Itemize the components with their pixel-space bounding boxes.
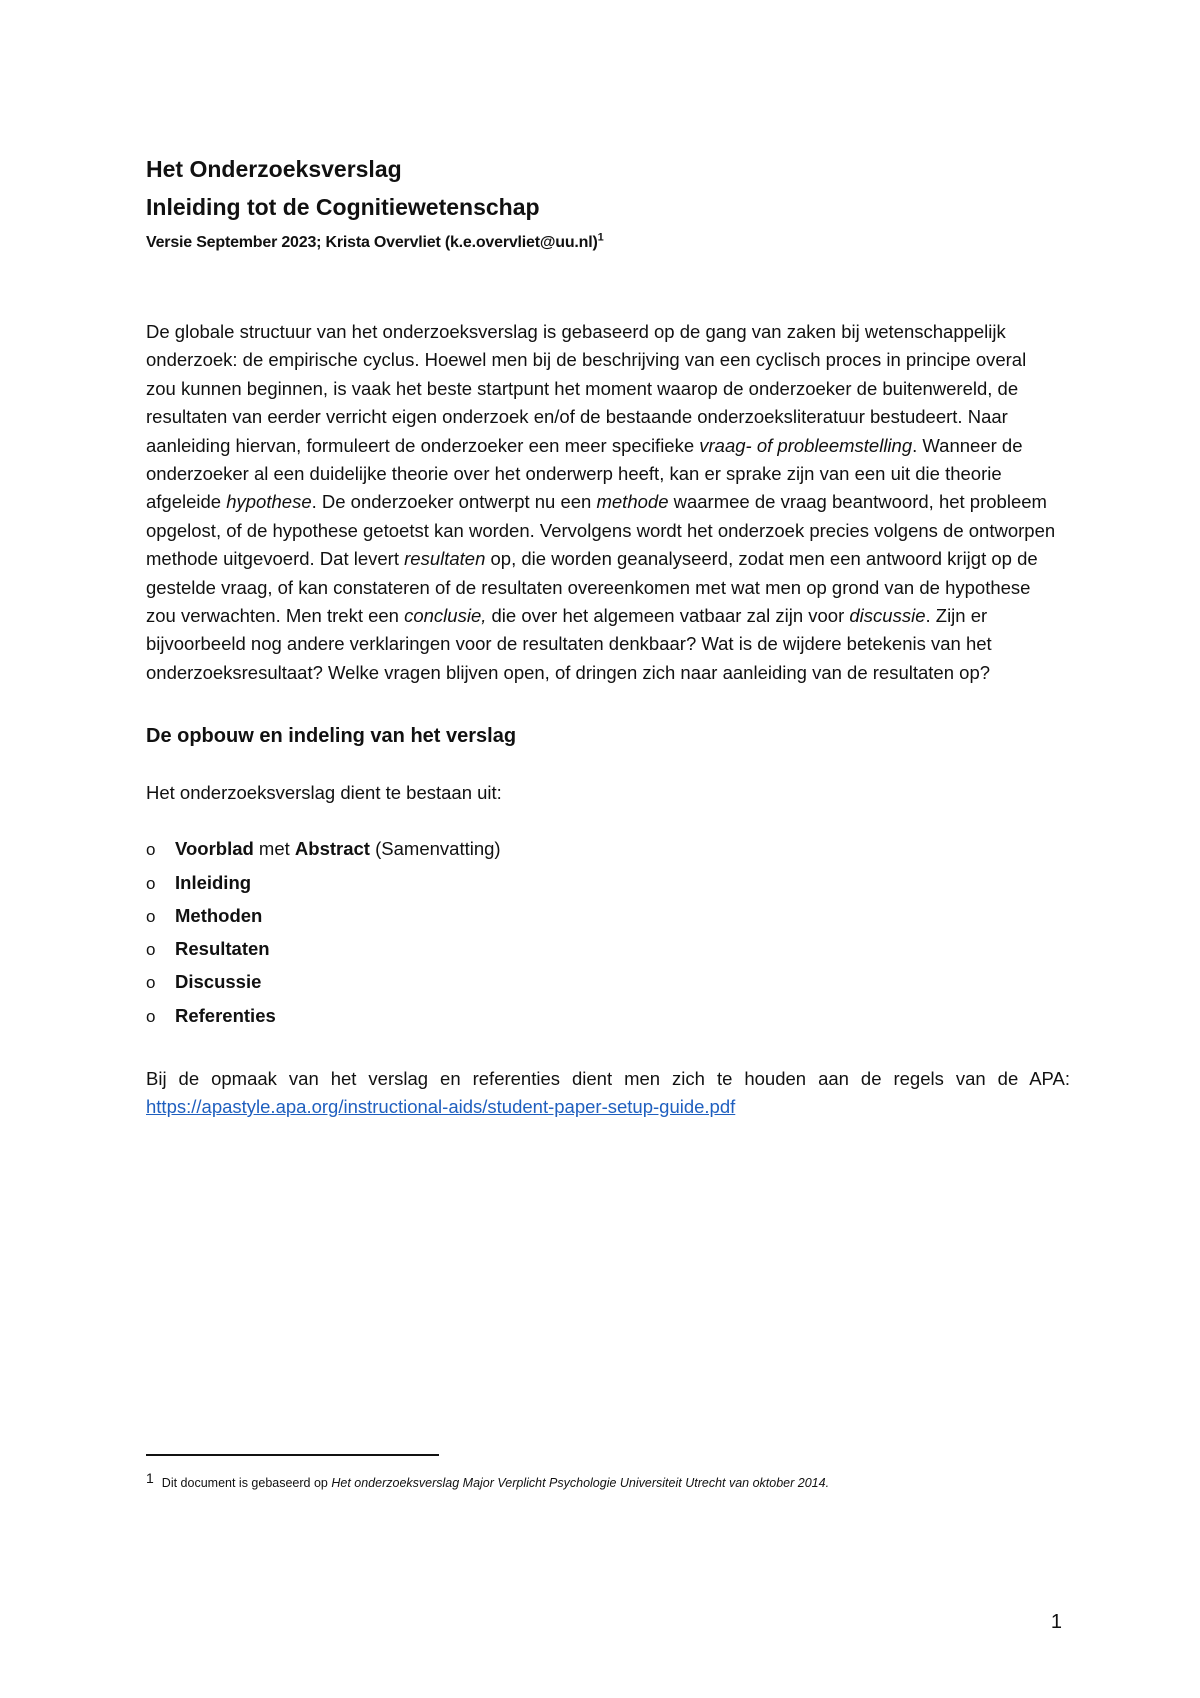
intro-text: De globale structuur van het onderzoeksverslag is gebaseerd op de gang van zaken bij wetenschappelijk onderzoek: de empirische cyclus. Hoewel men bij de beschrijving van een cyclisch proces in principe overal zou kunnen beginnen, is vaak het beste startpunt het moment waarop de onderzoeker de buitenwereld, de resultaten van eerder verricht eigen onderzoek en/of de bestaande onderzoeksliteratuur bestudeert. Naar aanleiding hiervan, formuleert de onderzoeker een meer specifieke (146, 321, 1027, 456)
footnote-text: Dit document is gebaseerd op (161, 1476, 332, 1490)
footnote-marker: 1 (146, 1470, 154, 1486)
footnote-italic: Het onderzoeksverslag Major Verplicht Psychologie Universiteit Utrecht van oktober 2014. (331, 1476, 830, 1490)
list-item-text: Referenties (175, 1004, 276, 1026)
emphasized-term: hypothese (226, 491, 312, 513)
intro-text: . De onderzoeker ontwerpt nu een (311, 491, 597, 513)
emphasized-term: vraag- of probleemstelling (699, 434, 913, 456)
list-item-text (175, 833, 501, 865)
version-text: Versie September 2023; Krista Overvliet (k.e.overvliet@uu.nl) (146, 234, 598, 251)
bullet-icon: o (146, 873, 156, 893)
list-item (146, 1000, 1070, 1033)
bullet-icon: o (146, 906, 156, 926)
list-item-plain: met (253, 838, 295, 860)
page-content (146, 150, 1070, 1121)
section-list (146, 833, 1070, 1033)
list-item (146, 833, 1070, 866)
emphasized-term: conclusie, (404, 605, 487, 627)
list-item-text: Methoden (175, 904, 263, 926)
apa-paragraph: Bij de opmaak van het verslag en referenties dient men zich te houden aan de regels van de APA: (146, 1068, 1070, 1090)
list-item (146, 933, 1070, 966)
intro-text: . Wanneer de onderzoeker al een duidelijke theorie over het onderwerp heeft, kan er sprake zijn van een uit die theorie afgeleide (146, 434, 1023, 513)
list-item (146, 867, 1070, 900)
bullet-icon: o (146, 1006, 156, 1026)
emphasized-term: resultaten (404, 548, 486, 570)
bullet-icon: o (146, 840, 156, 860)
list-item-plain: (Samenvatting) (369, 838, 501, 860)
list-item-text: Discussie (175, 971, 262, 993)
list-item (146, 900, 1070, 933)
footnote (146, 1468, 829, 1493)
footnote-separator (146, 1454, 439, 1456)
list-item (146, 966, 1070, 999)
emphasized-term: methode (596, 491, 669, 513)
document-subtitle: Inleiding tot de Cognitiewetenschap (146, 194, 540, 220)
list-item-bold: Abstract (294, 838, 370, 860)
bullet-icon: o (146, 973, 156, 993)
footnote-reference[interactable]: 1 (597, 231, 604, 244)
intro-text: . Zijn er bijvoorbeeld nog andere verklaringen voor de resultaten denkbaar? Wat is de wijdere betekenis van het onderzoeksresultaat? Welke vragen blijven open, of dringen zich naar aanleiding van de resultaten op? (146, 605, 992, 683)
bullet-icon: o (146, 940, 156, 960)
structure-lead: Het onderzoeksverslag dient te bestaan uit: (146, 782, 502, 804)
page-number: 1 (1050, 1611, 1062, 1633)
apa-link-line (146, 1093, 1070, 1121)
version-line (146, 230, 1070, 256)
intro-text: die over het algemeen vatbaar zal zijn voor (486, 605, 850, 627)
list-item-text: Resultaten (175, 938, 270, 960)
list-item-bold: Voorblad (175, 838, 254, 860)
apa-guide-link[interactable]: https://apastyle.apa.org/instructional-aids/student-paper-setup-guide.pdf (146, 1096, 736, 1118)
intro-text: op, die worden geanalyseerd, zodat men een antwoord krijgt op de gestelde vraag, of kan constateren of de resultaten overeenkomen met wat men op grond van de hypothese zou verwachten. Men trekt een (146, 548, 1038, 627)
document-title: Het Onderzoeksverslag (146, 156, 402, 182)
section-heading: De opbouw en indeling van het verslag (146, 725, 517, 748)
emphasized-term: discussie (849, 605, 926, 627)
list-item-text: Inleiding (175, 871, 252, 893)
intro-paragraph (146, 318, 1061, 687)
intro-text: waarmee de vraag beantwoord, het probleem opgelost, of de hypothese getoetst kan worden. Vervolgens wordt het onderzoek precies volgens de ontworpen methode uitgevoerd. Dat levert (146, 491, 1056, 570)
